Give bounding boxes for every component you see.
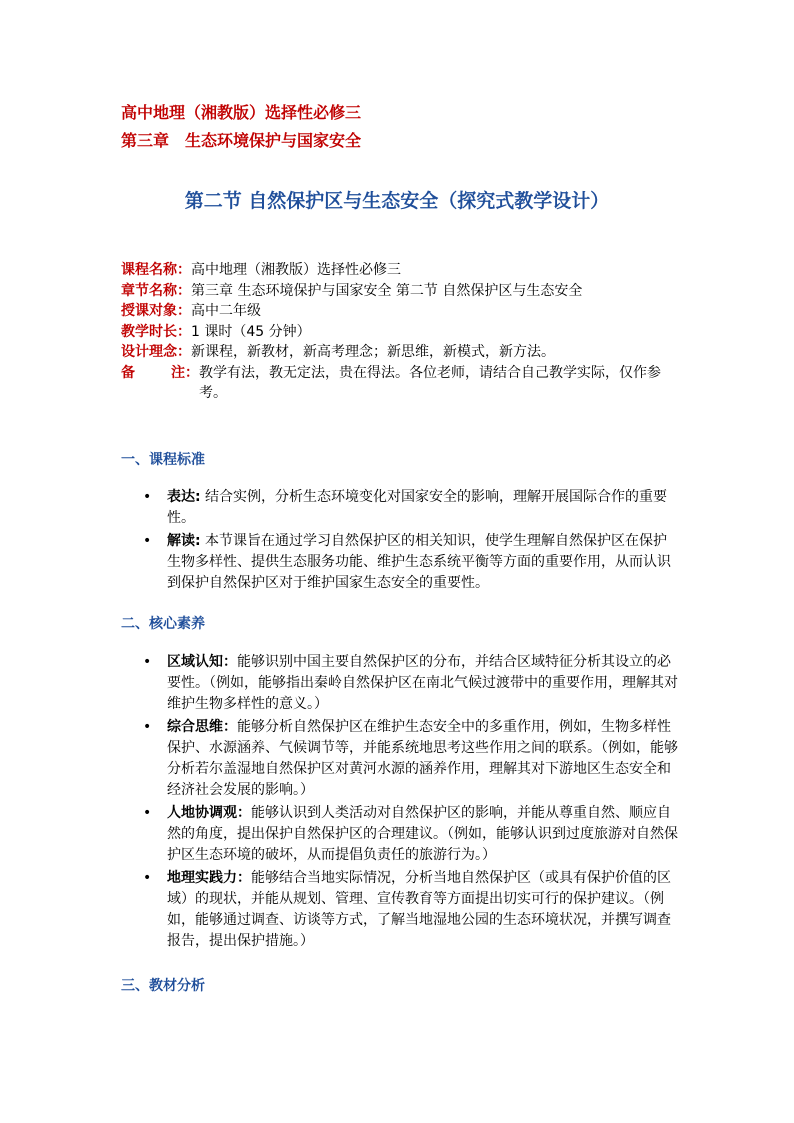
bullet-icon: • — [143, 805, 152, 821]
heading-course-standards: 一、课程标准 — [121, 452, 205, 468]
info-row-chapter — [121, 281, 681, 302]
list-item — [143, 717, 681, 801]
info-key: 教学时长： — [121, 323, 191, 340]
info-key: 课程名称： — [121, 262, 191, 278]
section-title: 第二节 自然保护区与生态安全（探究式教学设计） — [184, 190, 610, 212]
course-title: 高中地理（湘教版）选择性必修三 — [121, 103, 362, 122]
item-text: 能够分析自然保护区在维护生态安全中的多重作用，例如，生物多样性保护、水源涵养、气候调节等，并能系统地思考这些作用之间的联系。（例如，能够分析若尔盖湿地自然保护区对黄河水源的涵养作用，理解其对下游地区生态安全和经济社会发展的影响。） — [167, 719, 678, 798]
item-text: 能够结合当地实际情况，分析当地自然保护区（或具有保护价值的区域）的现状，并能从规划、管理、宣传教育等方面提出切实可行的保护建议。（例如，能够通过调查、访谈等方式，了解当地湿地公园的生态环境状况，并撰写调查报告，提出保护措施。） — [167, 870, 671, 949]
info-key-right: 注： — [171, 364, 199, 381]
info-value: 1 课时（45 分钟） — [191, 323, 311, 340]
info-row-remarks — [121, 363, 681, 404]
heading-core-competencies: 二、核心素养 — [121, 616, 205, 632]
info-key: 授课对象： — [121, 303, 191, 319]
info-value: 高中二年级 — [191, 303, 261, 319]
bullet-icon: • — [143, 654, 152, 670]
item-label: 区域认知： — [167, 654, 237, 670]
item-text: 能够识别中国主要自然保护区的分布，并结合区域特征分析其设立的必要性。（例如，能够指出秦岭自然保护区在南北气候过渡带中的重要作用，理解其对维护生物多样性的意义。） — [167, 654, 678, 712]
list-item — [143, 487, 681, 529]
info-key-left: 备 — [121, 364, 135, 381]
list-item — [143, 803, 681, 866]
item-label: 表达: — [167, 489, 201, 505]
item-text: 结合实例，分析生态环境变化对国家安全的影响，理解开展国际合作的重要性。 — [167, 489, 668, 526]
info-row-design-concept — [121, 342, 681, 363]
bullet-icon: • — [143, 533, 152, 549]
info-value: 新课程，新教材，新高考理念；新思维，新模式，新方法。 — [191, 344, 555, 360]
info-key — [121, 363, 199, 404]
item-label: 解读: — [167, 533, 201, 549]
chapter-title: 第三章 生态环境保护与国家安全 — [121, 131, 362, 150]
bullet-icon: • — [143, 489, 152, 505]
info-key: 设计理念： — [121, 344, 191, 360]
info-value: 第三章 生态环境保护与国家安全 第二节 自然保护区与生态安全 — [191, 282, 583, 299]
standards-list — [143, 487, 681, 594]
item-label: 人地协调观： — [167, 805, 251, 821]
bullet-icon: • — [143, 719, 152, 735]
item-label: 地理实践力： — [167, 870, 251, 886]
info-value: 教学有法，教无定法，贵在得法。各位老师，请结合自己教学实际，仅作参考。 — [199, 364, 661, 401]
info-row-course-name — [121, 260, 681, 281]
course-info-block — [121, 260, 681, 404]
item-label: 综合思维： — [167, 719, 237, 735]
info-row-duration — [121, 322, 681, 343]
info-key: 章节名称： — [121, 282, 191, 299]
list-item — [143, 531, 681, 594]
list-item — [143, 652, 681, 715]
info-value: 高中地理（湘教版）选择性必修三 — [191, 262, 401, 278]
item-text: 本节课旨在通过学习自然保护区的相关知识，使学生理解自然保护区在保护生物多样性、提供生态服务功能、维护生态系统平衡等方面的重要作用，从而认识到保护自然保护区对于维护国家生态安全的重要性。 — [167, 533, 671, 591]
info-row-audience — [121, 301, 681, 322]
item-text: 能够认识到人类活动对自然保护区的影响，并能从尊重自然、顺应自然的角度，提出保护自然保护区的合理建议。（例如，能够认识到过度旅游对自然保护区生态环境的破坏，从而提倡负责任的旅游行为。） — [167, 805, 678, 863]
heading-textbook-analysis: 三、教材分析 — [121, 978, 205, 994]
list-item — [143, 868, 681, 952]
bullet-icon: • — [143, 870, 152, 886]
competencies-list — [143, 652, 681, 952]
